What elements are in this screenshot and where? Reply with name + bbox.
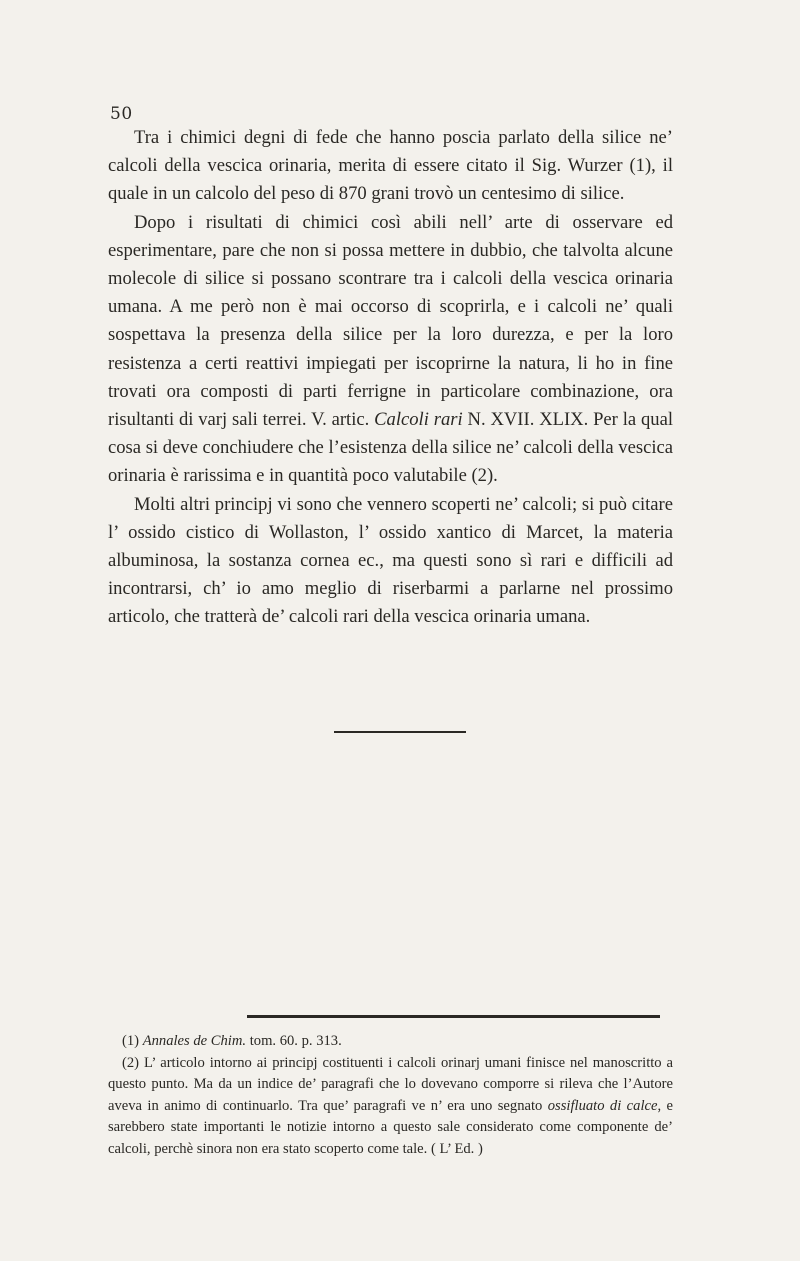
- section-divider: [334, 731, 466, 733]
- italic-reference: Calcoli rari: [374, 409, 463, 431]
- footnote-1-citation: tom. 60. p. 313.: [249, 1033, 342, 1049]
- footnote-2-text-a: L’ articolo intorno ai principj costituenti i calcoli orinarj umani finisce nel manoscritto a questo punto. Ma da un indice de’ paragrafi che lo dovevano comporre si rileva che l’Autore aveva in animo di continuarlo. Tra que’ paragrafi ve n’ era uno segnato: [108, 1054, 673, 1114]
- footnote-rule: [247, 1015, 660, 1018]
- footnote-1-marker: (1): [122, 1033, 140, 1049]
- paragraph-2-text-b: N. XVII. XLIX. Per la qual cosa si deve conchiudere che l’esistenza della silice ne’ calcoli della vescica orinaria è rarissima e in quantità poco valutabile (2).: [108, 409, 674, 487]
- footnote-1-journal: Annales de Chim.: [142, 1033, 247, 1049]
- footnote-2: [108, 1053, 673, 1161]
- paragraph-1: Tra i chimici degni di fede che hanno poscia parlato della silice ne’ calcoli della vescica orinaria, merita di essere citato il Sig. Wurzer (1), il quale in un calcolo del peso di 870 grani trovò un centesimo di silice.: [108, 127, 673, 205]
- footnote-1: [108, 1031, 673, 1053]
- footnote-2-italic-term: ossifluato di calce: [547, 1097, 658, 1114]
- footnotes: [108, 1031, 673, 1160]
- paragraph-2-text-a: Dopo i risultati di chimici così abili nell’ arte di osservare ed esperimentare, pare che non si possa mettere in dubbio, che talvolta alcune molecole di silice si possano scontrare tra i calcoli della vescica orinaria umana. A me però non è mai occorso di scoprirla, e i calcoli ne’ quali sospettava la presenza della silice per la loro durezza, e per la loro resistenza a certi reattivi impiegati per iscoprirne la natura, li ho in fine trovati ora composti di parti ferrigne in particolare combinazione, ora risultanti di varj sali terrei. V. artic.: [108, 211, 673, 431]
- paragraph-3: Molti altri principj vi sono che vennero scoperti ne’ calcoli; si può citare l’ ossido cistico di Wollaston, l’ ossido xantico di Marcet, la materia albuminosa, la sostanza cornea ec., ma questi sono sì rari e difficili ad incontrarsi, ch’ io amo meglio di riserbarmi a parlarne nel prossimo articolo, che tratterà de’ calcoli rari della vescica orinaria umana.: [108, 493, 673, 628]
- footnote-2-text-b: , e sarebbero state importanti le notizie intorno a questo sale considerato come componente de’ calcoli, perchè sinora non era stato scoperto come tale. ( L’ Ed. ): [108, 1097, 674, 1157]
- page-number: 50: [110, 104, 133, 124]
- footnote-2-marker: (2): [122, 1054, 140, 1071]
- paragraph-2: [108, 209, 673, 491]
- body-text: [108, 124, 673, 632]
